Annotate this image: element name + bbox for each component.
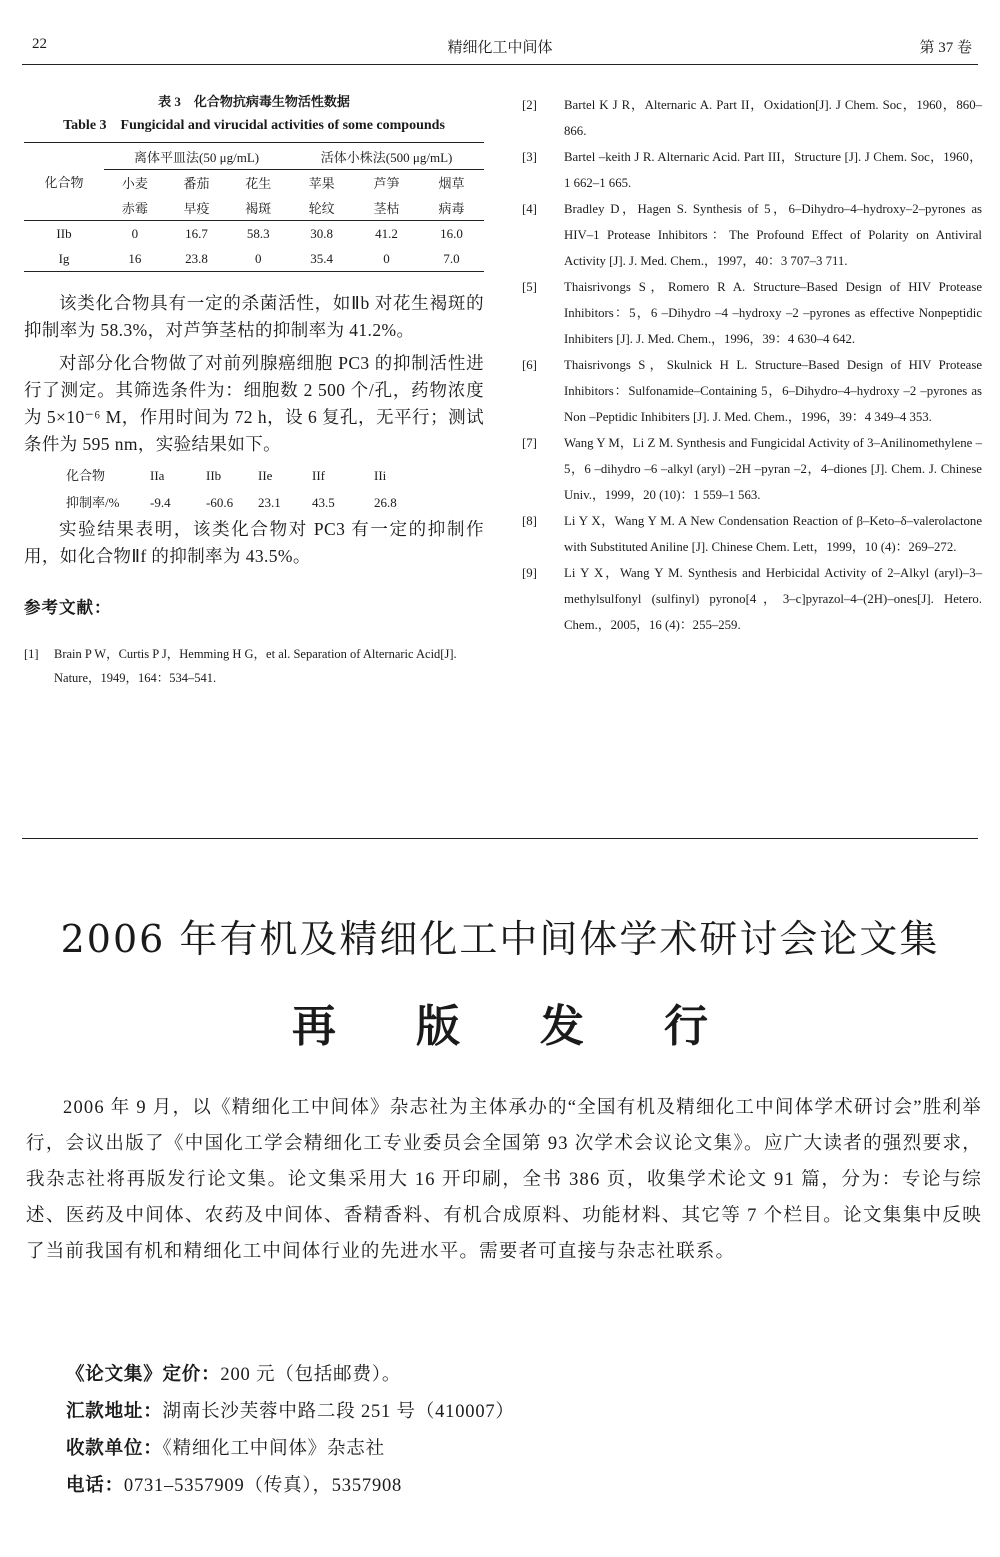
reference-number: [2] [522,98,537,112]
volume-label: 第 37 卷 [919,40,972,56]
group-invivo: 活体小株法(500 μg/mL) [289,143,484,170]
reference-item [522,560,982,638]
reference-item [522,352,982,430]
inh-cell: IIb [206,468,222,483]
reference-text: Li Y X，Wang Y M. Synthesis and Herbicidal Activity of 2–Alkyl (aryl)–3– methylsulfonyl (sulfinyl) pyrono[4，3–c]pyrazol–4–(2H)–ones[J]. Hetero. Chem.，2005，16 (4)：255–259. [564,566,982,632]
reference-item [522,430,982,508]
info-line-price [66,1357,515,1394]
announcement-subtitle: 再版发行 [292,1001,788,1052]
table-cell: 30.8 [310,225,333,241]
body-paragraph: 实验结果表明，该类化合物对 PC3 有一定的抑制作用，如化合物Ⅱf 的抑制率为 43.5%。 [24,519,484,566]
table-cell: Ig [24,246,104,272]
reference-item [522,196,982,274]
sub-header: 茎枯 [354,195,419,221]
table-cell: 35.4 [289,246,354,272]
reference-item [522,144,982,196]
inh-cell: 26.8 [374,495,397,510]
reference-text: Thaisrivongs S，Skulnick H L. Structure–Based Design of HIV Protease Inhibitors：Sulfonamide–Containing 5，6–Dihydro–4–hydroxy –2 –pyrones as Non –Peptidic Inhibiters [J]. J. Med. Chem.，1996，39：4 349–4 353. [564,358,982,424]
sub-header: 赤霉 [104,195,166,221]
reference-number: [8] [522,514,537,528]
inh-cell: -60.6 [206,495,234,510]
info-label: 汇款地址： [66,1402,163,1422]
inh-cell: IIf [312,468,325,483]
info-label: 收款单位： [66,1439,163,1459]
table-caption-en: Table 3 Fungicidal and virucidal activities of some compounds [63,118,445,133]
info-label: 电话： [66,1476,124,1496]
table-header-row [24,143,484,170]
inh-cell: IIa [150,468,165,483]
right-column [522,92,982,638]
reference-text: Bradley D，Hagen S. Synthesis of 5，6–Dihydro–4–hydroxy–2–pyrones as HIV–1 Protease Inhibitors：The Profound Effect of Polarity on Antiviral Activity [J]. J. Med. Chem.，1997，40：3 707–3 711. [564,202,982,268]
table-cell: 0 [354,246,419,272]
inhibition-table [24,462,484,516]
reference-item [522,274,982,352]
header-rule [22,64,978,65]
reference-item [522,92,982,144]
sub-header: 小麦 [121,176,148,191]
info-label: 《论文集》定价： [66,1365,221,1385]
reference-text: Thaisrivongs S，Romero R A. Structure–Based Design of HIV Protease Inhibitors：5，6 –Dihydro –4 –hydroxy –2 –pyrones as effective Nonpeptidic Inhibiters [J]. J. Med. Chem.，1996，39：4 630–4 642. [564,280,982,346]
reference-number: [3] [522,150,537,164]
col-compound: 化合物 [24,143,104,221]
sub-header: 花生 [245,176,272,191]
sub-header: 番茄 [183,176,210,191]
table-cell: 0 [227,246,289,272]
reference-text: Bartel –keith J R. Alternaric Acid. Part III，Structure [J]. J Chem. Soc，1960，1 662–1 665. [564,150,982,190]
table-cell: 58.3 [246,225,270,241]
order-info [66,1357,515,1505]
sub-header: 烟草 [438,176,465,191]
sub-header: 芦笋 [373,176,400,191]
inh-cell: -9.4 [150,495,171,510]
inh-cell: 43.5 [312,495,335,510]
body-paragraph: 该类化合物具有一定的杀菌活性，如Ⅱb 对花生褐斑的抑制率为 58.3%，对芦笋茎枯的抑制率为 41.2%。 [24,293,484,340]
reference-number: [7] [522,436,537,450]
journal-name: 精细化工中间体 [447,40,553,56]
section-divider [22,838,978,839]
table-cell: 23.8 [166,246,228,272]
sub-header: 病毒 [419,195,484,221]
table-cell: 41.2 [375,225,398,241]
info-value: 0731–5357909（传真），5357908 [123,1476,403,1496]
reference-number: [1] [24,647,39,661]
left-column [24,90,484,690]
group-invitro: 离体平皿法(50 μg/mL) [104,143,289,170]
info-line-phone [66,1468,515,1505]
sub-header: 褐斑 [227,195,289,221]
reference-number: [4] [522,202,537,216]
reference-text: Brain P W，Curtis P J，Hemming H G，et al. Separation of Alternaric Acid[J]. Nature，1949，164：534–541. [54,647,457,685]
table-cell: 16.0 [440,225,463,241]
page-number: 22 [32,36,47,52]
table-cell: 7.0 [419,246,484,272]
info-value: 湖南长沙芙蓉中路二段 251 号（410007） [162,1402,515,1422]
info-value: 200 元（包括邮费）。 [220,1365,402,1385]
table-cell: 0 [131,225,139,241]
sub-header: 轮纹 [289,195,354,221]
reference-item [522,508,982,560]
table-cell: 16 [104,246,166,272]
info-line-address [66,1394,515,1431]
references-heading: 参考文献： [24,598,112,617]
inhibition-header-row [24,462,484,489]
table-caption-cn: 表 3 化合物抗病毒生物活性数据 [158,94,350,109]
reference-text: Wang Y M，Li Z M. Synthesis and Fungicidal Activity of 3–Anilinomethylene –5，6 –dihydro –6 –alkyl (aryl) –2H –pyran –2，4–diones [J]. Chem. J. Chinese Univ.，1999，20 (10)：1 559–1 563. [564,436,982,502]
table-cell: 16.7 [185,225,208,241]
announcement-body: 2006 年 9 月，以《精细化工中间体》杂志社为主体承办的“全国有机及精细化工中间体学术研讨会”胜利举行，会议出版了《中国化工学会精细化工专业委员会全国第 93 次学术会议论文集》。应广大读者的强烈要求，我杂志社将再版发行论文集。论文集采用大 16 开印刷，全书 386 页，收集学术论文 91 篇，分为：专论与综述、医药及中间体、农药及中间体、香精香料、有机合成原料、功能材料、其它等 7 个栏目。论文集集中反映了当前我国有机和精细化工中间体行业的先进水平。需要者可直接与杂志社联系。 [26,1098,982,1262]
sub-header: 苹果 [308,176,335,191]
reference-text: Li Y X，Wang Y M. A New Condensation Reaction of β–Keto–δ–valerolactone with Substituted Aniline [J]. Chinese Chem. Lett，1999，10 (4)：269–272. [564,514,982,554]
info-value: 《精细化工中间体》杂志社 [162,1439,385,1459]
table-row [24,221,484,247]
inhibition-value-row [24,489,484,516]
inh-cell: IIe [258,468,273,483]
inh-cell: 化合物 [66,468,106,483]
table-cell: IIb [56,225,72,241]
running-header [22,36,978,58]
info-line-payee [66,1431,515,1468]
reference-number: [9] [522,566,537,580]
activity-table [24,142,484,272]
inh-cell: 23.1 [258,495,281,510]
table-row [24,246,484,272]
reference-number: [6] [522,358,537,372]
reference-text: Bartel K J R，Alternaric A. Part II，Oxidation[J]. J Chem. Soc，1960，860–866. [564,98,982,138]
reference-number: [5] [522,280,537,294]
body-paragraph: 对部分化合物做了对前列腺癌细胞 PC3 的抑制活性进行了测定。其筛选条件为：细胞数 2 500 个/孔，药物浓度为 5×10⁻⁶ M，作用时间为 72 h，设 6 复孔，无平行；测试条件为 595 nm，实验结果如下。 [24,353,484,454]
sub-header: 早疫 [166,195,228,221]
inh-cell: IIi [374,468,387,483]
reference-item [24,642,484,690]
announcement-title: 2006 年有机及精细化工中间体学术研讨会论文集 [60,917,940,961]
inh-cell: 抑制率/% [66,495,120,510]
